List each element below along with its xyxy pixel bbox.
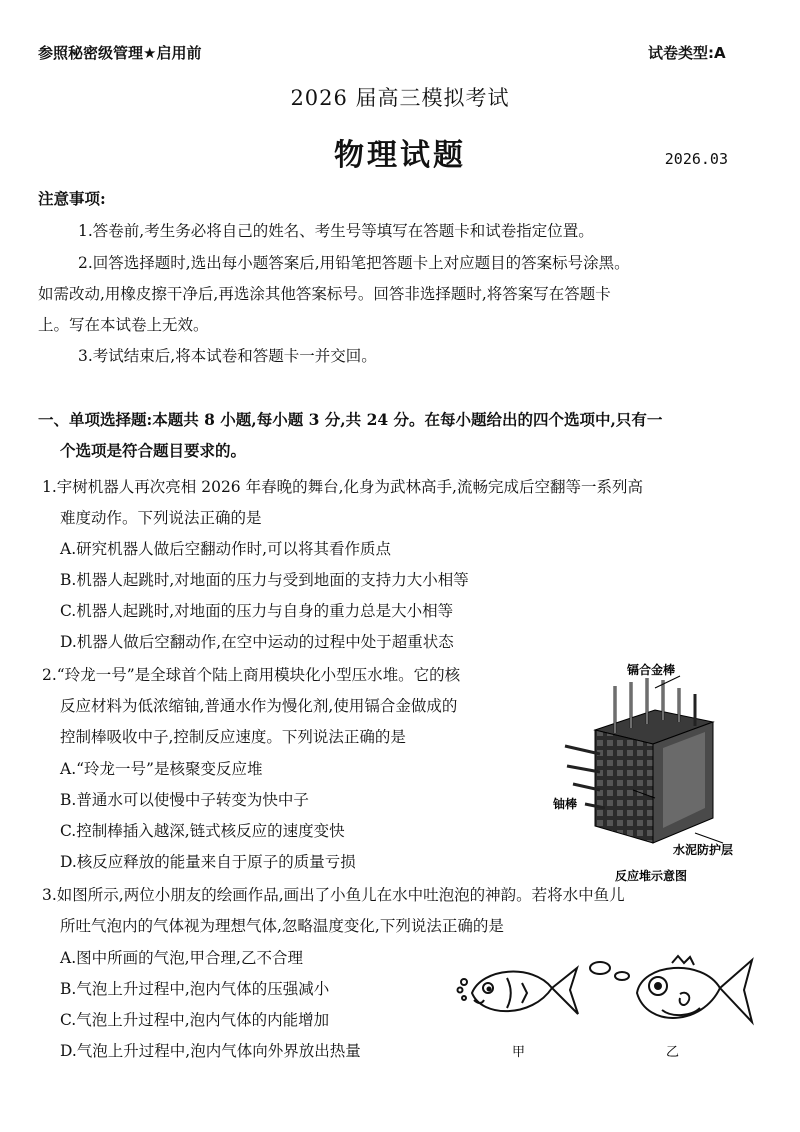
notice-item-2-line1: 2.回答选择题时,选出每小题答案后,用铅笔把答题卡上对应题目的答案标号涂黑。 — [78, 254, 630, 272]
notice-item-2-line2: 如需改动,用橡皮擦干净后,再选涂其他答案标号。回答非选择题时,将答案写在答题卡 — [38, 285, 611, 303]
fish-yi — [590, 956, 752, 1022]
q2-option-c: C.控制棒插入越深,链式核反应的速度变快 — [60, 822, 345, 840]
q2-stem-line3: 控制棒吸收中子,控制反应速度。下列说法正确的是 — [60, 728, 406, 746]
q1-option-a: A.研究机器人做后空翻动作时,可以将其看作质点 — [60, 540, 392, 558]
q1-option-b: B.机器人起跳时,对地面的压力与受到地面的支持力大小相等 — [60, 571, 469, 589]
fish-jia — [458, 968, 579, 1014]
q3-option-c: C.气泡上升过程中,泡内气体的内能增加 — [60, 1011, 330, 1029]
exam-title: 2026 届高三模拟考试 — [290, 86, 510, 110]
section-1-instruction-line2: 个选项是符合题目要求的。 — [60, 441, 247, 460]
label-yi: 乙 — [666, 1045, 680, 1060]
q1-option-c: C.机器人起跳时,对地面的压力与自身的重力总是大小相等 — [60, 602, 454, 620]
notice-heading: 注意事项: — [38, 189, 106, 208]
q1-stem-line2: 难度动作。下列说法正确的是 — [60, 509, 262, 527]
reactor-diagram — [545, 658, 780, 888]
q3-stem-line1: 3.如图所示,两位小朋友的绘画作品,画出了小鱼儿在水中吐泡泡的神韵。若将水中鱼儿 — [42, 886, 625, 904]
q3-stem-line2: 所吐气泡内的气体视为理想气体,忽略温度变化,下列说法正确的是 — [60, 917, 504, 935]
fish-drawings — [452, 948, 782, 1068]
paper-type: 试卷类型:A — [648, 44, 726, 62]
section-1-instruction-line1: 一、单项选择题:本题共 8 小题,每小题 3 分,共 24 分。在每小题给出的四个选项中,只有一 — [38, 410, 663, 429]
notice-item-2-line3: 上。写在本试卷上无效。 — [38, 316, 209, 334]
label-jia: 甲 — [512, 1045, 526, 1060]
q2-option-d: D.核反应释放的能量来自于原子的质量亏损 — [60, 853, 356, 871]
notice-item-3: 3.考试结束后,将本试卷和答题卡一并交回。 — [78, 347, 377, 365]
q2-stem-line1: 2.“玲龙一号”是全球首个陆上商用模块化小型压水堆。它的核 — [42, 666, 461, 684]
q1-stem-line1: 1.宇树机器人再次亮相 2026 年春晚的舞台,化身为武林高手,流畅完成后空翻等一系列高 — [42, 478, 643, 496]
notice-item-1: 1.答卷前,考生务必将自己的姓名、考生号等填写在答题卡和试卷指定位置。 — [78, 222, 594, 240]
q3-option-a: A.图中所画的气泡,甲合理,乙不合理 — [60, 949, 303, 967]
label-concrete-shield: 水泥防护层 — [673, 843, 734, 857]
label-cadmium-rod: 镉合金棒 — [627, 663, 676, 677]
confidentiality-label: 参照秘密级管理★启用前 — [38, 44, 202, 62]
subject-title: 物理试题 — [334, 138, 466, 173]
label-uranium-rod: 铀棒 — [553, 797, 578, 811]
q2-option-b: B.普通水可以使慢中子转变为快中子 — [60, 791, 309, 809]
q1-option-d: D.机器人做后空翻动作,在空中运动的过程中处于超重状态 — [60, 633, 454, 651]
q3-option-d: D.气泡上升过程中,泡内气体向外界放出热量 — [60, 1042, 361, 1060]
reactor-caption: 反应堆示意图 — [615, 869, 688, 883]
q3-option-b: B.气泡上升过程中,泡内气体的压强减小 — [60, 980, 330, 998]
exam-date: 2026.03 — [664, 150, 728, 168]
q2-option-a: A.“玲龙一号”是核聚变反应堆 — [60, 760, 263, 778]
q2-stem-line2: 反应材料为低浓缩铀,普通水作为慢化剂,使用镉合金做成的 — [60, 697, 458, 715]
